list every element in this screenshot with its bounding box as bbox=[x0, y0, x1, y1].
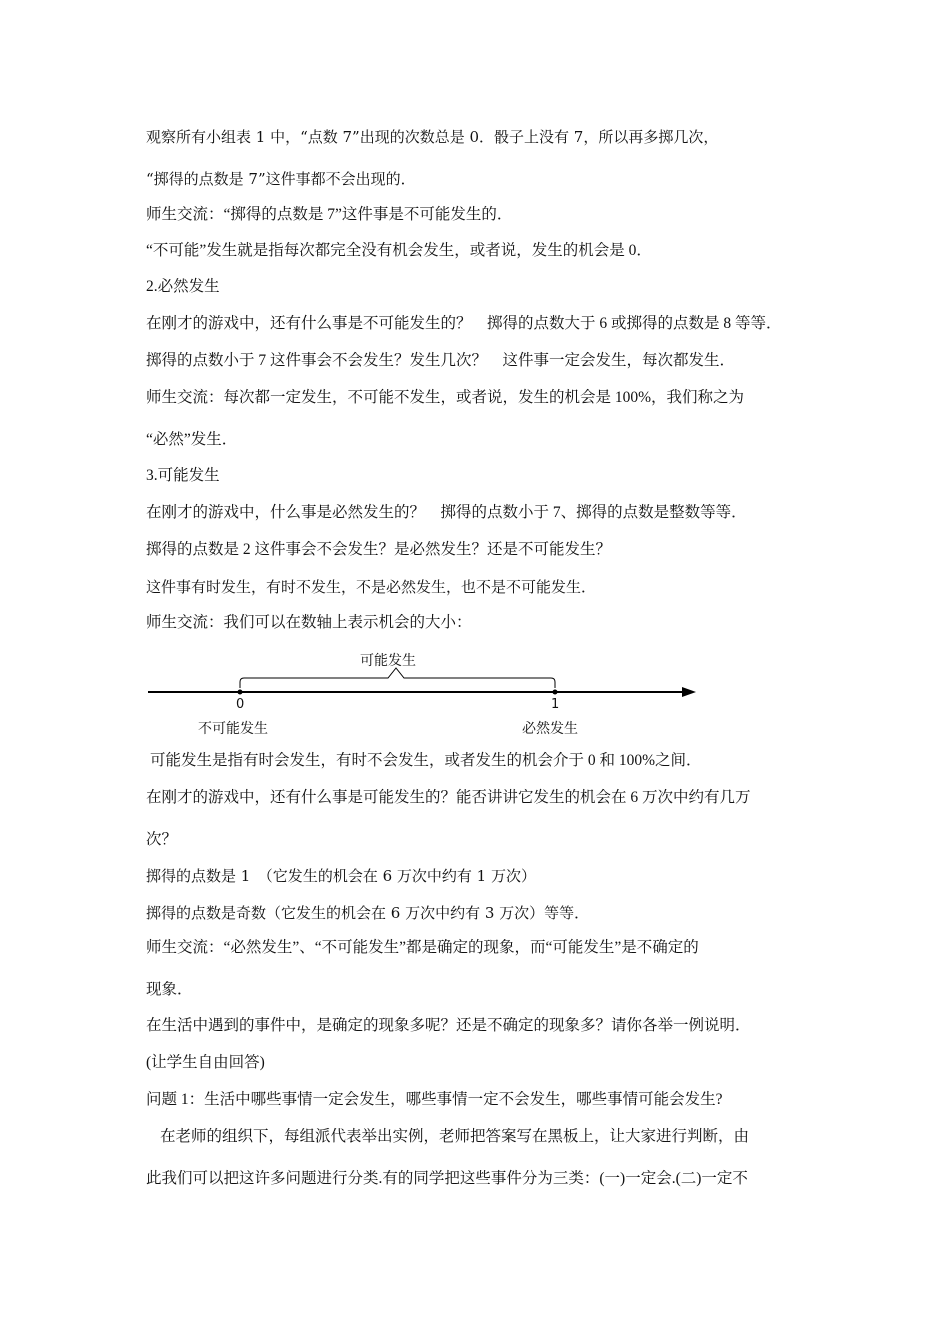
paragraph-teacher-organize: 在老师的组织下，每组派代表举出实例，老师把答案写在黑板上，让大家进行判断，由 bbox=[160, 1128, 750, 1145]
paragraph-sometimes: 这件事有时发生，有时不发生，不是必然发生，也不是不可能发生． bbox=[146, 578, 597, 596]
tick-one-label: 1 bbox=[551, 697, 560, 712]
paragraph-free-answer: (让学生自由回答) bbox=[146, 1054, 265, 1071]
paragraph-point-two: 掷得的点数是 2 这件事会不会发生？是必然发生？还是不可能发生？ bbox=[146, 541, 612, 558]
paragraph-classification: 此我们可以把这许多问题进行分类.有的同学把这些事件分为三类：(一)一定会.(二)一定不 bbox=[146, 1170, 748, 1187]
paragraph-phenomenon: 现象． bbox=[146, 981, 193, 998]
paragraph-impossible-question: 在刚才的游戏中，还有什么事是不可能发生的？ 掷得的点数大于 6 或掷得的点数是 8 等等． bbox=[146, 315, 782, 332]
point-one bbox=[553, 690, 558, 695]
possible-range-brace bbox=[240, 668, 555, 688]
paragraph-exchange-certain: 师生交流：每次都一定发生，不可能不发生，或者说，发生的机会是 100%，我们称之为 bbox=[146, 389, 745, 406]
brace-label: 可能发生 bbox=[360, 653, 416, 669]
impossible-label: 不可能发生 bbox=[198, 721, 268, 737]
axis-arrow-icon bbox=[682, 687, 696, 697]
paragraph-question-one: 问题 1：生活中哪些事情一定会发生，哪些事情一定不会发生，哪些事情可能会发生? bbox=[146, 1091, 723, 1108]
paragraph-exchange-impossible: 师生交流：“掷得的点数是 7”这件事是不可能发生的． bbox=[146, 206, 513, 223]
paragraph-certain-question: 在刚才的游戏中，什么事是必然发生的？ 掷得的点数小于 7、掷得的点数是整数等等． bbox=[146, 504, 747, 521]
paragraph-possible-question: 在刚才的游戏中，还有什么事是可能发生的？能否讲讲它发生的机会在 6 万次中约有几万 bbox=[146, 789, 751, 806]
paragraph-times-question: 次？ bbox=[146, 831, 178, 848]
certain-label: 必然发生 bbox=[522, 721, 578, 737]
paragraph-point-one: 掷得的点数是 1 （它发生的机会在 6 万次中约有 1 万次） bbox=[146, 867, 536, 885]
paragraph-exchange-determinate: 师生交流：“必然发生”、“不可能发生”都是确定的现象，而“可能发生”是不确定的 bbox=[146, 939, 699, 956]
paragraph-number-line-intro: 师生交流：我们可以在数轴上表示机会的大小： bbox=[146, 614, 472, 631]
paragraph-point-seven: “掷得的点数是 7”这件事都不会出现的． bbox=[146, 170, 416, 188]
paragraph-observe-table: 观察所有小组表 1 中，“点数 7”出现的次数总是 0．骰子上没有 7，所以再多掷几次， bbox=[146, 128, 719, 146]
paragraph-less-than-seven: 掷得的点数小于 7 这件事会不会发生？发生几次？ 这件事一定会发生，每次都发生． bbox=[146, 352, 736, 369]
paragraph-life-events: 在生活中遇到的事件中，是确定的现象多呢？还是不确定的现象多？请你各举一例说明． bbox=[146, 1017, 751, 1034]
heading-possible: 3.可能发生 bbox=[146, 467, 220, 484]
heading-certain: 2.必然发生 bbox=[146, 278, 220, 295]
tick-zero-label: 0 bbox=[236, 697, 245, 712]
probability-number-line bbox=[140, 642, 710, 742]
paragraph-certain-term: “必然”发生． bbox=[146, 431, 238, 448]
point-zero bbox=[238, 690, 243, 695]
paragraph-impossible-definition: “不可能”发生就是指每次都完全没有机会发生，或者说，发生的机会是 0． bbox=[146, 242, 652, 259]
paragraph-odd-points: 掷得的点数是奇数（它发生的机会在 6 万次中约有 3 万次）等等． bbox=[146, 904, 590, 922]
paragraph-possible-definition: 可能发生是指有时会发生，有时不会发生，或者发生的机会介于 0 和 100%之间． bbox=[150, 752, 702, 769]
